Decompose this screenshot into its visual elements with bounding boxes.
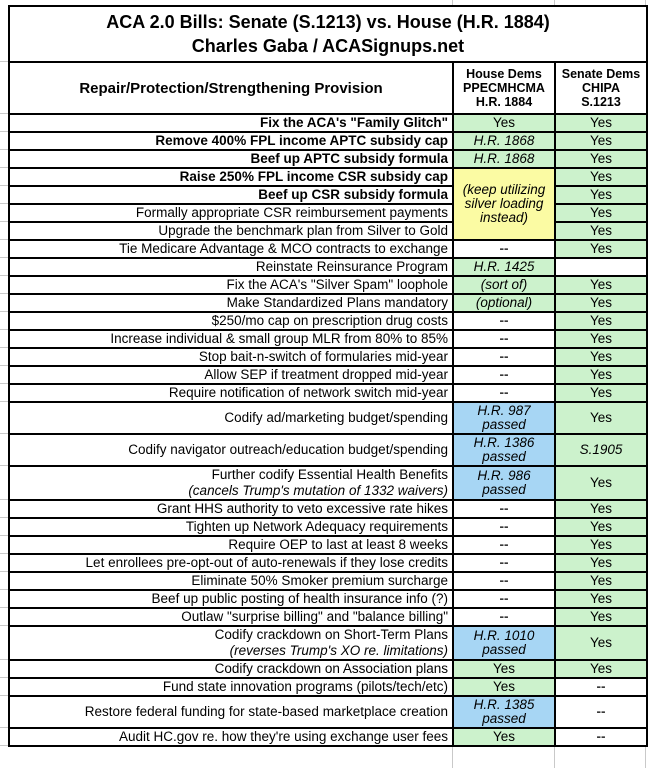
senate-value-text: Yes — [589, 313, 613, 328]
table-row — [9, 466, 647, 500]
house-value-text: passed — [482, 642, 526, 657]
sheet-gridline — [0, 607, 8, 608]
provision-cell[interactable] — [9, 294, 453, 312]
house-value-cell[interactable] — [453, 168, 555, 240]
table-row — [9, 150, 647, 168]
house-value-text: -- — [499, 555, 509, 570]
sheet-gridline — [0, 239, 8, 240]
senate-value-text: Yes — [589, 295, 613, 310]
sheet-gridline — [0, 275, 8, 276]
provision-text: Eliminate 50% Smoker premium surcharge — [191, 573, 448, 588]
senate-value-text: -- — [596, 704, 606, 719]
sheet-gridline — [554, 0, 555, 5]
house-value-cell[interactable] — [453, 728, 555, 746]
senate-value-text: Yes — [589, 133, 613, 148]
provision-text: Allow SEP if treatment dropped mid-year — [204, 367, 448, 382]
provision-cell[interactable] — [9, 660, 453, 678]
senate-column-header[interactable] — [555, 62, 647, 114]
house-header-line2: PPECMHCMA — [463, 81, 545, 95]
house-value-text: -- — [499, 385, 509, 400]
provision-text: Fix the ACA's "Family Glitch" — [259, 115, 448, 130]
table-row — [9, 348, 647, 366]
senate-value-text: Yes — [589, 410, 613, 425]
sheet-gridline — [0, 131, 8, 132]
provision-cell[interactable] — [9, 608, 453, 626]
provision-text: Beef up APTC subsidy formula — [250, 151, 448, 166]
house-value-cell[interactable] — [453, 258, 555, 276]
sheet-gridline — [0, 329, 8, 330]
sheet-gridline — [0, 695, 8, 696]
house-value-cell[interactable] — [453, 660, 555, 678]
provision-text: Grant HHS authority to veto excessive rate hikes — [156, 501, 448, 516]
table-row — [9, 554, 647, 572]
sheet-gridline — [0, 203, 8, 204]
senate-value-text: Yes — [589, 187, 613, 202]
sheet-gridline — [0, 433, 8, 434]
house-value-cell[interactable] — [453, 626, 555, 660]
house-value-cell[interactable] — [453, 434, 555, 466]
sheet-gridline — [0, 401, 8, 402]
table-title-cell[interactable] — [9, 6, 647, 62]
house-value-text: (keep utilizing — [462, 182, 546, 197]
table-row — [9, 572, 647, 590]
house-header-line1: House Dems — [466, 67, 542, 81]
provision-note-text: (cancels Trump's mutation of 1332 waivers) — [188, 483, 448, 498]
senate-value-cell[interactable] — [555, 466, 647, 500]
house-value-cell[interactable] — [453, 518, 555, 536]
senate-value-cell[interactable] — [555, 168, 647, 186]
table-row — [9, 608, 647, 626]
provision-cell[interactable] — [9, 168, 453, 186]
sheet-gridline — [0, 365, 8, 366]
house-value-cell[interactable] — [453, 276, 555, 294]
house-value-text: instead) — [479, 210, 529, 225]
house-value-cell[interactable] — [453, 294, 555, 312]
sheet-gridline — [0, 293, 8, 294]
senate-value-cell[interactable] — [555, 554, 647, 572]
sheet-gridline — [0, 185, 8, 186]
house-value-text: -- — [499, 519, 509, 534]
house-value-cell[interactable] — [453, 348, 555, 366]
house-value-cell[interactable] — [453, 150, 555, 168]
provision-note-text: (reverses Trump's XO re. limitations) — [229, 643, 448, 658]
senate-value-text: -- — [596, 729, 606, 744]
sheet-gridline — [0, 465, 8, 466]
house-value-text: Yes — [492, 679, 516, 694]
provision-column-header[interactable]: Repair/Protection/Strengthening Provision — [9, 62, 453, 114]
provision-text: Make Standardized Plans mandatory — [226, 295, 448, 310]
provision-cell[interactable] — [9, 590, 453, 608]
provision-text: Restore federal funding for state-based marketplace creation — [84, 704, 448, 719]
senate-value-text: Yes — [589, 475, 613, 490]
provision-text: Require notification of network switch mid-year — [168, 385, 448, 400]
house-value-cell[interactable] — [453, 132, 555, 150]
provision-cell[interactable] — [9, 536, 453, 554]
house-value-cell[interactable] — [453, 572, 555, 590]
sheet-gridline — [0, 149, 8, 150]
senate-value-text: Yes — [589, 151, 613, 166]
house-value-text: (sort of) — [480, 277, 528, 292]
provision-text: Upgrade the benchmark plan from Silver to Gold — [158, 223, 448, 238]
provision-cell[interactable] — [9, 240, 453, 258]
aca-comparison-table — [8, 5, 648, 747]
senate-value-cell[interactable] — [555, 696, 647, 728]
senate-value-text: Yes — [589, 367, 613, 382]
provision-cell[interactable] — [9, 186, 453, 204]
house-value-text: -- — [499, 349, 509, 364]
senate-value-cell[interactable] — [555, 366, 647, 384]
senate-value-cell[interactable] — [555, 348, 647, 366]
table-row — [9, 330, 647, 348]
provision-text: Remove 400% FPL income APTC subsidy cap — [155, 133, 448, 148]
provision-cell[interactable] — [9, 384, 453, 402]
senate-value-text: -- — [596, 679, 606, 694]
sheet-gridline — [0, 113, 8, 114]
provision-cell[interactable] — [9, 678, 453, 696]
table-row — [9, 590, 647, 608]
senate-value-text: Yes — [589, 277, 613, 292]
house-value-text: -- — [499, 367, 509, 382]
house-value-text: -- — [499, 331, 509, 346]
house-value-text: -- — [499, 501, 509, 516]
senate-value-cell[interactable] — [555, 434, 647, 466]
sheet-gridline — [0, 221, 8, 222]
senate-value-cell[interactable] — [555, 114, 647, 132]
house-value-cell[interactable] — [453, 330, 555, 348]
sheet-gridline — [0, 383, 8, 384]
provision-text: Further codify Essential Health Benefits — [211, 467, 448, 482]
house-value-text: passed — [482, 482, 526, 497]
sheet-gridline — [0, 517, 8, 518]
house-value-cell[interactable] — [453, 312, 555, 330]
senate-value-cell[interactable] — [555, 608, 647, 626]
provision-text: Tie Medicare Advantage & MCO contracts to exchange — [119, 241, 448, 256]
provision-text: $250/mo cap on prescription drug costs — [211, 313, 448, 328]
provision-text: Codify navigator outreach/education budget/spending — [128, 442, 448, 457]
provision-cell[interactable] — [9, 258, 453, 276]
provision-text: Audit HC.gov re. how they're using exchange user fees — [118, 729, 448, 744]
table-row — [9, 168, 647, 186]
provision-text: Tighten up Network Adequacy requirements — [185, 519, 448, 534]
senate-value-cell[interactable] — [555, 186, 647, 204]
house-value-text: H.R. 1868 — [473, 133, 535, 148]
senate-value-text: Yes — [589, 331, 613, 346]
senate-value-text: S.1905 — [579, 442, 623, 457]
house-value-cell[interactable] — [453, 114, 555, 132]
provision-text: Formally appropriate CSR reimbursement payments — [135, 205, 448, 220]
house-value-text: H.R. 1010 — [473, 628, 535, 643]
table-row — [9, 114, 647, 132]
senate-value-cell[interactable] — [555, 330, 647, 348]
sheet-gridline — [0, 571, 8, 572]
provision-cell[interactable] — [9, 696, 453, 728]
senate-value-text: Yes — [589, 573, 613, 588]
senate-value-cell[interactable] — [555, 294, 647, 312]
provision-cell[interactable] — [9, 518, 453, 536]
house-value-cell[interactable] — [453, 590, 555, 608]
senate-value-cell[interactable] — [555, 222, 647, 240]
table-row — [9, 366, 647, 384]
table-row — [9, 384, 647, 402]
provision-text: Beef up public posting of health insurance info (?) — [151, 591, 448, 606]
table-row — [9, 728, 647, 746]
provision-cell[interactable] — [9, 728, 453, 746]
sheet-gridline — [0, 535, 8, 536]
house-value-cell[interactable] — [453, 608, 555, 626]
senate-value-text: Yes — [589, 555, 613, 570]
senate-value-text: Yes — [589, 635, 613, 650]
provision-cell[interactable] — [9, 312, 453, 330]
table-row — [9, 312, 647, 330]
provision-text: Let enrollees pre-opt-out of auto-renewals if they lose credits — [85, 555, 448, 570]
provision-text: Beef up CSR subsidy formula — [258, 187, 448, 202]
provision-cell[interactable] — [9, 348, 453, 366]
senate-value-text: Yes — [589, 115, 613, 130]
house-value-text: Yes — [492, 729, 516, 744]
provision-text: Fix the ACA's "Silver Spam" loophole — [226, 277, 448, 292]
house-value-cell[interactable] — [453, 402, 555, 434]
senate-value-cell[interactable] — [555, 150, 647, 168]
table-row — [9, 240, 647, 258]
provision-text: Increase individual & small group MLR from 80% to 85% — [110, 331, 448, 346]
table-row — [9, 276, 647, 294]
sheet-gridline — [0, 589, 8, 590]
house-value-cell[interactable] — [453, 240, 555, 258]
provision-cell[interactable] — [9, 434, 453, 466]
table-row — [9, 434, 647, 466]
provision-text: Fund state innovation programs (pilots/tech/etc) — [162, 679, 448, 694]
house-header-line3: H.R. 1884 — [475, 95, 533, 109]
senate-value-cell[interactable] — [555, 590, 647, 608]
senate-value-cell[interactable] — [555, 384, 647, 402]
senate-value-text: Yes — [589, 349, 613, 364]
senate-value-text: Yes — [589, 385, 613, 400]
provision-text: Raise 250% FPL income CSR subsidy cap — [179, 169, 448, 184]
sheet-gridline — [0, 727, 8, 728]
table-row — [9, 132, 647, 150]
table-row — [9, 500, 647, 518]
provision-cell[interactable] — [9, 276, 453, 294]
senate-value-cell[interactable] — [555, 312, 647, 330]
senate-value-cell[interactable] — [555, 500, 647, 518]
house-value-cell[interactable] — [453, 466, 555, 500]
senate-value-cell[interactable] — [555, 536, 647, 554]
sheet-gridline — [0, 659, 8, 660]
sheet-gridline — [0, 61, 8, 62]
table-row — [9, 660, 647, 678]
provision-text: Codify ad/marketing budget/spending — [224, 410, 448, 425]
provision-cell[interactable] — [9, 330, 453, 348]
house-value-cell[interactable] — [453, 384, 555, 402]
senate-value-cell[interactable] — [555, 240, 647, 258]
table-row — [9, 294, 647, 312]
senate-value-text: Yes — [589, 537, 613, 552]
sheet-gridline — [645, 747, 646, 768]
sheet-gridline — [0, 167, 8, 168]
sheet-gridline — [0, 311, 8, 312]
house-value-cell[interactable] — [453, 500, 555, 518]
table-row — [9, 678, 647, 696]
senate-value-cell[interactable] — [555, 678, 647, 696]
provision-cell[interactable] — [9, 626, 453, 660]
house-value-text: -- — [499, 591, 509, 606]
provision-cell[interactable] — [9, 204, 453, 222]
provision-text: Reinstate Reinsurance Program — [255, 259, 448, 274]
provision-table-body — [9, 114, 647, 746]
senate-value-cell[interactable] — [555, 626, 647, 660]
house-value-text: passed — [482, 449, 526, 464]
house-value-text: Yes — [492, 115, 516, 130]
title-row — [9, 6, 647, 62]
house-value-text: H.R. 987 — [477, 403, 531, 418]
house-value-text: silver loading — [464, 196, 544, 211]
sheet-gridline — [452, 747, 453, 768]
house-column-header[interactable] — [453, 62, 555, 114]
table-row — [9, 518, 647, 536]
sheet-gridline — [0, 745, 8, 746]
senate-value-text: Yes — [589, 241, 613, 256]
provision-cell[interactable] — [9, 572, 453, 590]
senate-value-cell[interactable] — [555, 660, 647, 678]
table-row — [9, 258, 647, 276]
sheet-gridline — [645, 0, 646, 5]
provision-cell[interactable] — [9, 554, 453, 572]
house-value-text: Yes — [492, 661, 516, 676]
provision-cell[interactable] — [9, 114, 453, 132]
provision-cell[interactable] — [9, 466, 453, 500]
house-value-text: H.R. 1385 — [473, 697, 535, 712]
house-value-text: passed — [482, 417, 526, 432]
senate-value-text: Yes — [589, 205, 613, 220]
house-value-cell[interactable] — [453, 678, 555, 696]
title-line2: Charles Gaba / ACASignups.net — [191, 36, 465, 56]
sheet-gridline — [0, 347, 8, 348]
senate-value-cell[interactable] — [555, 728, 647, 746]
house-value-text: H.R. 1868 — [473, 151, 535, 166]
house-value-text: -- — [499, 573, 509, 588]
provision-text: Codify crackdown on Association plans — [214, 661, 448, 676]
sheet-gridline — [0, 499, 8, 500]
title-line1: ACA 2.0 Bills: Senate (S.1213) vs. House (H.R. 1884) — [106, 12, 550, 32]
house-value-text: H.R. 1386 — [473, 435, 535, 450]
provision-cell[interactable] — [9, 132, 453, 150]
column-header-row — [9, 62, 647, 114]
sheet-gridline — [0, 677, 8, 678]
senate-value-cell[interactable] — [555, 258, 647, 276]
house-value-text: -- — [499, 609, 509, 624]
house-value-text: -- — [499, 313, 509, 328]
house-value-cell[interactable] — [453, 366, 555, 384]
house-value-cell[interactable] — [453, 696, 555, 728]
provision-cell[interactable] — [9, 150, 453, 168]
senate-value-cell[interactable] — [555, 276, 647, 294]
provision-text: Outlaw "surprise billing" and "balance billing" — [181, 609, 448, 624]
senate-value-cell[interactable] — [555, 572, 647, 590]
table-row — [9, 402, 647, 434]
house-value-cell[interactable] — [453, 554, 555, 572]
senate-value-cell[interactable] — [555, 518, 647, 536]
senate-value-text: Yes — [589, 609, 613, 624]
house-value-text: passed — [482, 711, 526, 726]
senate-value-text: Yes — [589, 169, 613, 184]
senate-value-cell[interactable] — [555, 132, 647, 150]
provision-text: Require OEP to last at least 8 weeks — [228, 537, 448, 552]
house-value-text: -- — [499, 241, 509, 256]
senate-header-line3: S.1213 — [581, 95, 621, 109]
table-row — [9, 696, 647, 728]
senate-value-text: Yes — [589, 591, 613, 606]
senate-value-cell[interactable] — [555, 402, 647, 434]
table-row — [9, 626, 647, 660]
senate-value-text: Yes — [589, 519, 613, 534]
provision-cell[interactable] — [9, 366, 453, 384]
house-value-text: H.R. 986 — [477, 468, 531, 483]
senate-header-line2: CHIPA — [582, 81, 620, 95]
sheet-gridline — [0, 625, 8, 626]
sheet-gridline — [554, 747, 555, 768]
sheet-gridline — [452, 0, 453, 5]
sheet-gridline — [0, 257, 8, 258]
provision-cell[interactable] — [9, 402, 453, 434]
senate-value-text: Yes — [589, 223, 613, 238]
provision-cell[interactable] — [9, 222, 453, 240]
provision-cell[interactable] — [9, 500, 453, 518]
senate-value-cell[interactable] — [555, 204, 647, 222]
provision-text: Stop bait-n-switch of formularies mid-year — [198, 349, 448, 364]
senate-value-text: Yes — [589, 501, 613, 516]
house-value-text: H.R. 1425 — [473, 259, 535, 274]
house-value-cell[interactable] — [453, 536, 555, 554]
sheet-gridline — [0, 553, 8, 554]
senate-header-line1: Senate Dems — [561, 67, 641, 81]
provision-text: Codify crackdown on Short-Term Plans — [214, 627, 448, 642]
senate-value-text: Yes — [589, 661, 613, 676]
house-value-text: (optional) — [475, 295, 533, 310]
house-value-text: -- — [499, 537, 509, 552]
table-row — [9, 536, 647, 554]
